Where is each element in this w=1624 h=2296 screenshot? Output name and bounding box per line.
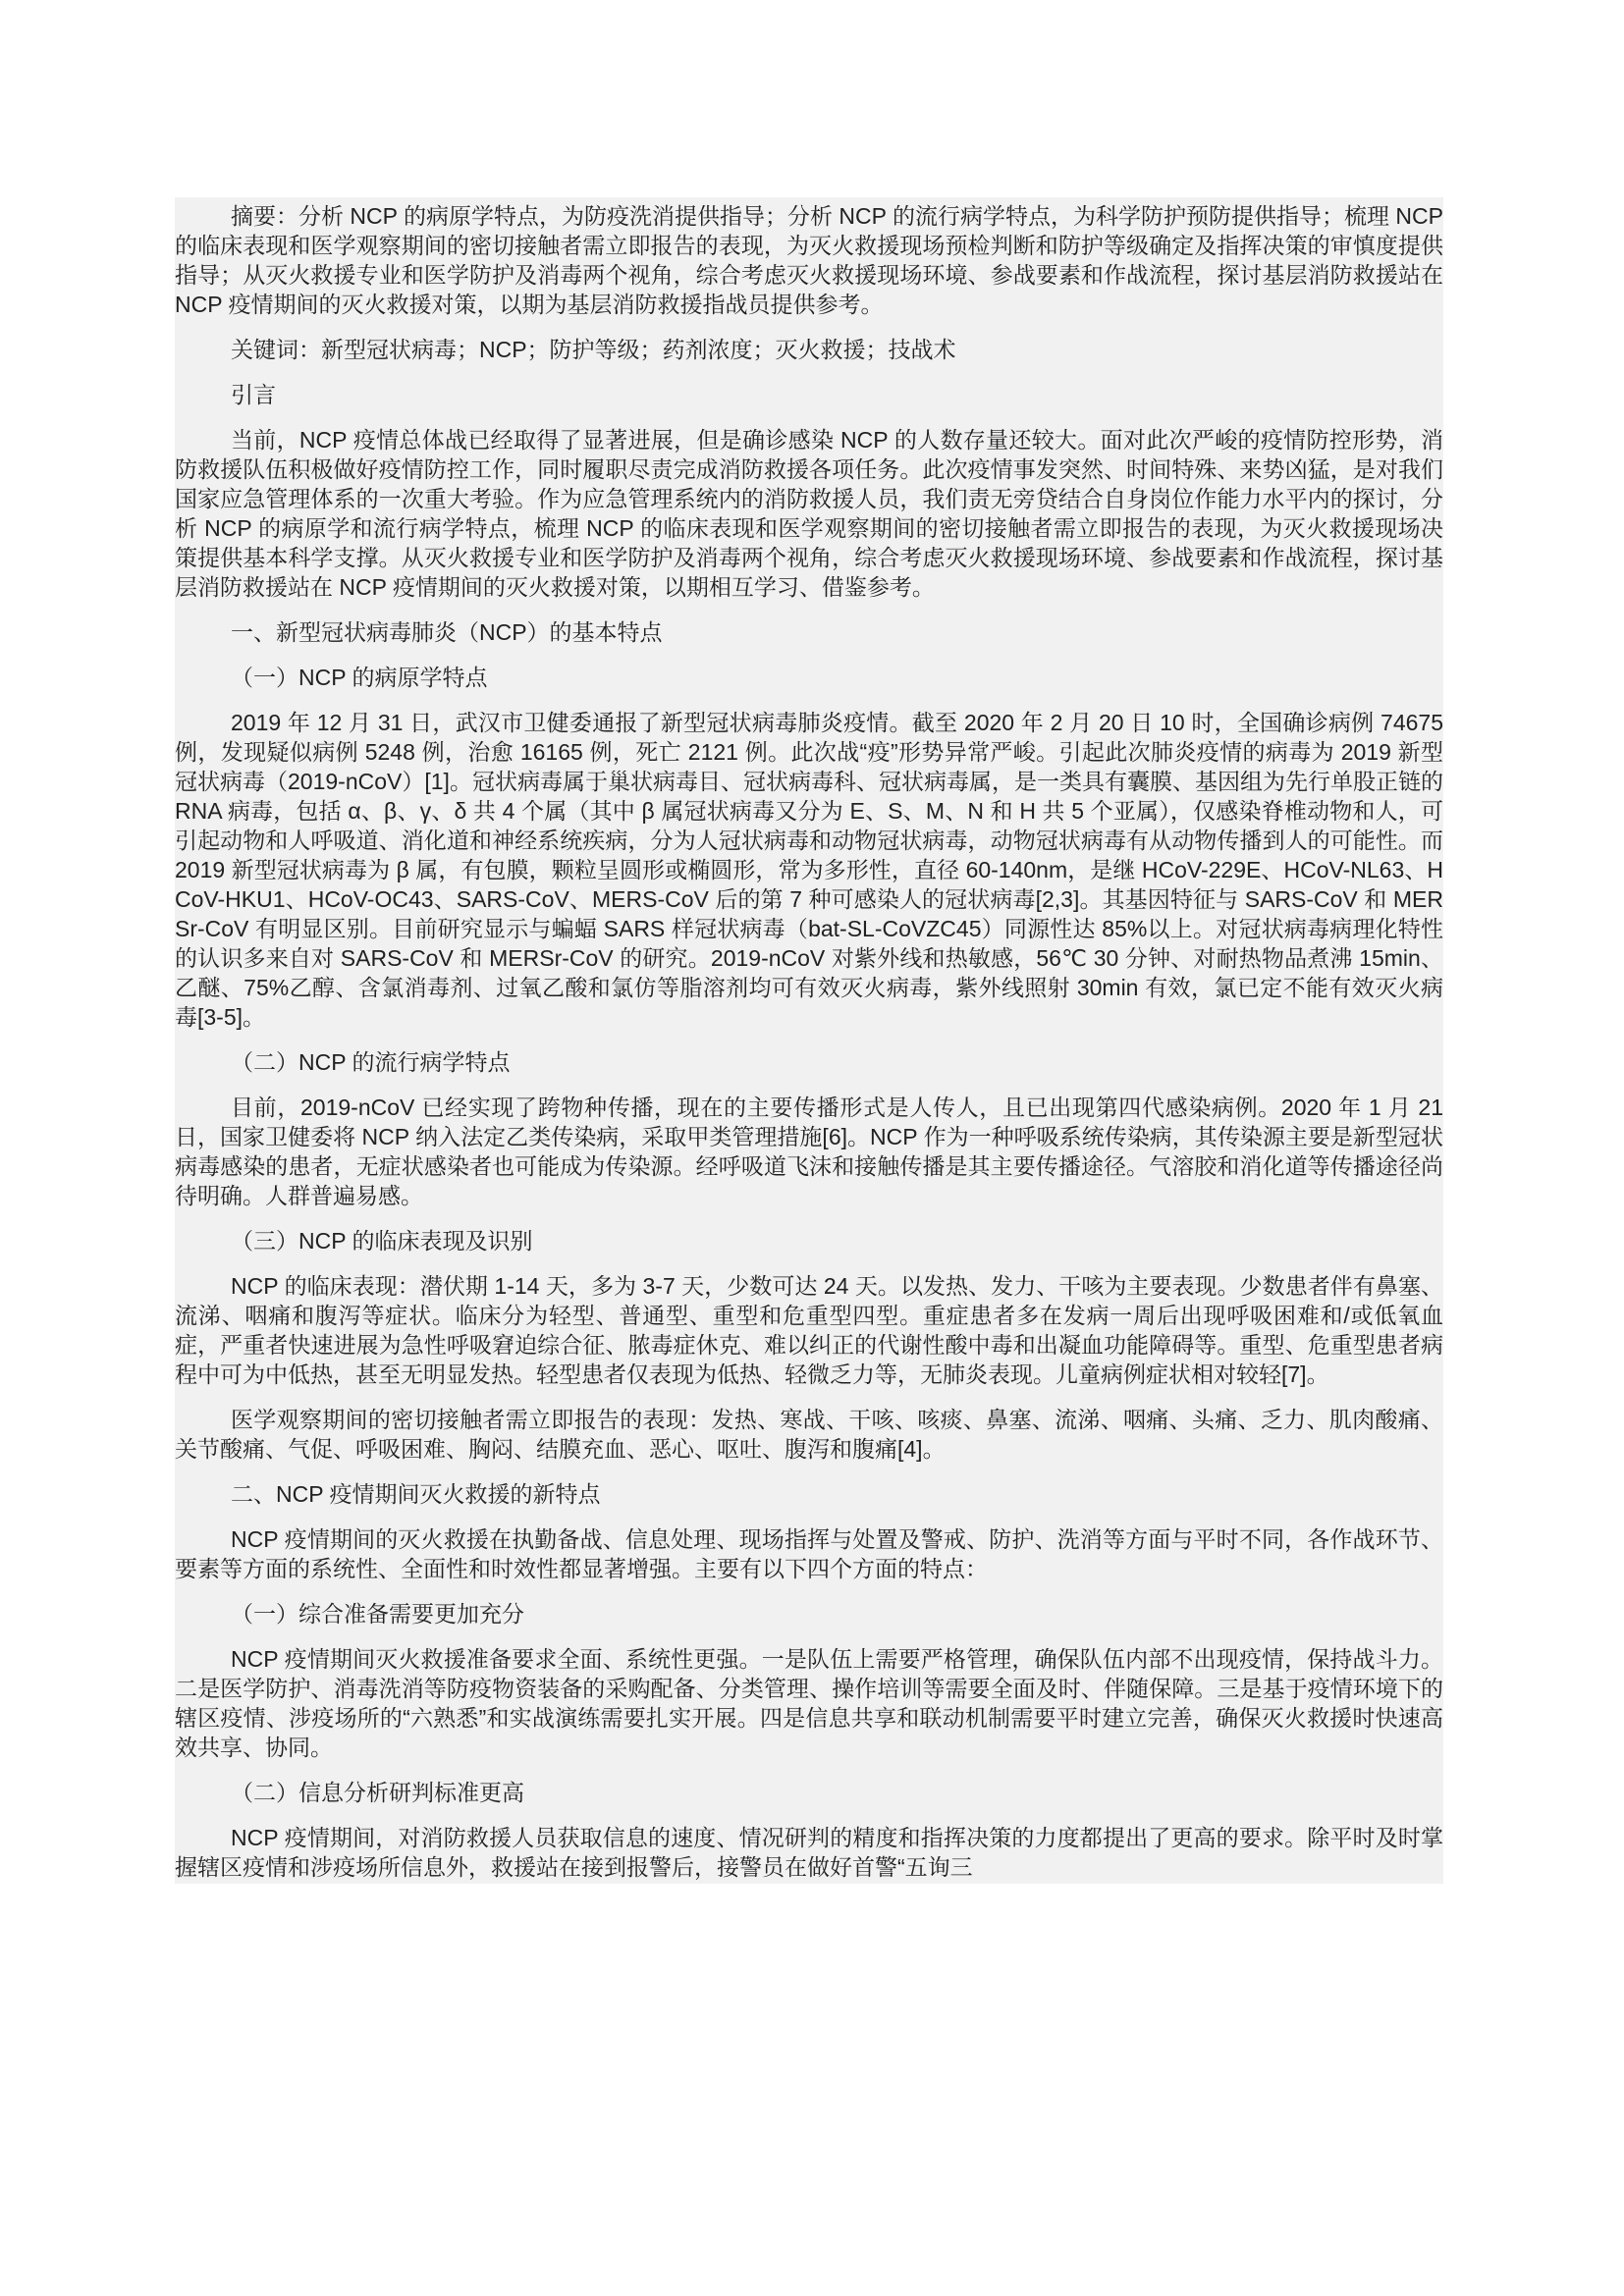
introduction-heading: 引言 (231, 382, 276, 407)
medical-observation-paragraph: 医学观察期间的密切接触者需立即报告的表现：发热、寒战、干咳、咳痰、鼻塞、流涕、咽痛、头痛、乏力、肌肉酸痛、关节酸痛、气促、呼吸困难、胸闷、结膜充血、恶心、呕吐、腹泻和腹痛[4]。 (175, 1407, 1443, 1462)
epidemiology-paragraph: 目前，2019-nCoV 已经实现了跨物种传播，现在的主要传播形式是人传人，且已出现第四代感染病例。2020 年 1 月 21 日，国家卫健委将 NCP 纳入法定乙类传染病，采取甲类管理措施[6]。NCP 作为一种呼吸系统传染病，其传染源主要是新型冠状病毒感染的患者，无症状感染者也可能成为传染源。经呼吸道飞沫和接触传播是其主要传播途径。气溶胶和消化道等传播途径尚待明确。人群普遍易感。 (175, 1095, 1443, 1208)
pathogen-characteristics-paragraph: 2019 年 12 月 31 日，武汉市卫健委通报了新型冠状病毒肺炎疫情。截至 2020 年 2 月 20 日 10 时，全国确诊病例 74675 例，发现疑似病例 5248 例，治愈 16165 例，死亡 2121 例。此次战“疫”形势异常严峻。引起此次肺炎疫情的病毒为 2019 新型冠状病毒（2019-nCoV）[1]。冠状病毒属于巢状病毒目、冠状病毒科、冠状病毒属，是一类具有囊膜、基因组为先行单股正链的 RNA 病毒，包括 α、β、γ、δ 共 4 个属（其中 β 属冠状病毒又分为 E、S、M、N 和 H 共 5 个亚属），仅感染脊椎动物和人，可引起动物和人呼吸道、消化道和神经系统疾病，分为人冠状病毒和动物冠状病毒，动物冠状病毒有从动物传播到人的可能性。而 2019 新型冠状病毒为 β 属，有包膜，颗粒呈圆形或椭圆形，常为多形性，直径 60-140nm，是继 HCoV-229E、HCoV-NL63、HCoV-HKU1、HCoV-OC43、SARS-CoV、MERS-CoV 后的第 7 种可感染人的冠状病毒[2,3]。其基因特征与 SARS-CoV 和 MERSr-CoV 有明显区别。目前研究显示与蝙蝠 SARS 样冠状病毒（bat-SL-CoVZC45）同源性达 85%以上。对冠状病毒病理化特性的认识多来自对 SARS-CoV 和 MERSr-CoV 的研究。2019-nCoV 对紫外线和热敏感，56℃ 30 分钟、对耐热物品煮沸 15min、乙醚、75%乙醇、含氯消毒剂、过氧乙酸和氯仿等脂溶剂均可有效灭火病毒，紫外线照射 30min 有效，氯已定不能有效灭火病毒[3-5]。 (175, 710, 1443, 1030)
clinical-manifestations-paragraph: NCP 的临床表现：潜伏期 1-14 天，多为 3-7 天，少数可达 24 天。以发热、发力、干咳为主要表现。少数患者伴有鼻塞、流涕、咽痛和腹泻等症状。临床分为轻型、普通型、重型和危重型四型。重症患者多在发病一周后出现呼吸困难和/或低氧血症，严重者快速进展为急性呼吸窘迫综合征、脓毒症休克、难以纠正的代谢性酸中毒和出凝血功能障碍等。重型、危重型患者病程中可为中低热，甚至无明显发热。轻型患者仅表现为低热、轻微乏力等，无肺炎表现。儿童病例症状相对较轻[7]。 (175, 1273, 1443, 1387)
section-2-1-heading: （一）综合准备需要更加充分 (231, 1601, 524, 1627)
abstract-paragraph: 摘要：分析 NCP 的病原学特点，为防疫洗消提供指导；分析 NCP 的流行病学特点，为科学防护预防提供指导；梳理 NCP 的临床表现和医学观察期间的密切接触者需立即报告的表现，为灭火救援现场预检判断和防护等级确定及指挥决策的审慎度提供指导；从灭火救援专业和医学防护及消毒两个视角，综合考虑灭火救援现场环境、参战要素和作战流程，探讨基层消防救援站在 NCP 疫情期间的灭火救援对策，以期为基层消防救援指战员提供参考。 (175, 203, 1443, 317)
section-1-2-heading: （二）NCP 的流行病学特点 (231, 1049, 511, 1075)
information-analysis-paragraph: NCP 疫情期间，对消防救援人员获取信息的速度、情况研判的精度和指挥决策的力度都提出了更高的要求。除平时及时掌握辖区疫情和涉疫场所信息外，救援站在接到报警后，接警员在做好首警“五询三 (175, 1825, 1443, 1880)
introduction-paragraph: 当前，NCP 疫情总体战已经取得了显著进展，但是确诊感染 NCP 的人数存量还较大。面对此次严峻的疫情防控形势，消防救援队伍积极做好疫情防控工作，同时履职尽责完成消防救援各项任务。此次疫情事发突然、时间特殊、来势凶猛，是对我们国家应急管理体系的一次重大考验。作为应急管理系统内的消防救援人员，我们责无旁贷结合自身岗位作能力水平内的探讨，分析 NCP 的病原学和流行病学特点，梳理 NCP 的临床表现和医学观察期间的密切接触者需立即报告的表现，为灭火救援现场决策提供基本科学支撑。从灭火救援专业和医学防护及消毒两个视角，综合考虑灭火救援现场环境、参战要素和作战流程，探讨基层消防救援站在 NCP 疫情期间的灭火救援对策，以期相互学习、借鉴参考。 (175, 427, 1443, 600)
section-1-1-heading: （一）NCP 的病原学特点 (231, 665, 488, 690)
document-content (175, 197, 1443, 1884)
section-2-2-heading: （二）信息分析研判标准更高 (231, 1780, 524, 1805)
section-1-3-heading: （三）NCP 的临床表现及识别 (231, 1228, 533, 1254)
new-features-overview-paragraph: NCP 疫情期间的灭火救援在执勤备战、信息处理、现场指挥与处置及警戒、防护、洗消等方面与平时不同，各作战环节、要素等方面的系统性、全面性和时效性都显著增强。主要有以下四个方面的特点： (175, 1526, 1443, 1581)
keywords-paragraph: 关键词：新型冠状病毒；NCP；防护等级；药剂浓度；灭火救援；技战术 (231, 337, 956, 362)
comprehensive-preparation-paragraph: NCP 疫情期间灭火救援准备要求全面、系统性更强。一是队伍上需要严格管理，确保队伍内部不出现疫情，保持战斗力。二是医学防护、消毒洗消等防疫物资装备的采购配备、分类管理、操作培训等需要全面及时、伴随保障。三是基于疫情环境下的辖区疫情、涉疫场所的“六熟悉”和实战演练需要扎实开展。四是信息共享和联动机制需要平时建立完善，确保灭火救援时快速高效共享、协同。 (175, 1646, 1443, 1760)
section-2-heading: 二、NCP 疫情期间灭火救援的新特点 (231, 1481, 601, 1507)
section-1-heading: 一、新型冠状病毒肺炎（NCP）的基本特点 (231, 619, 663, 645)
